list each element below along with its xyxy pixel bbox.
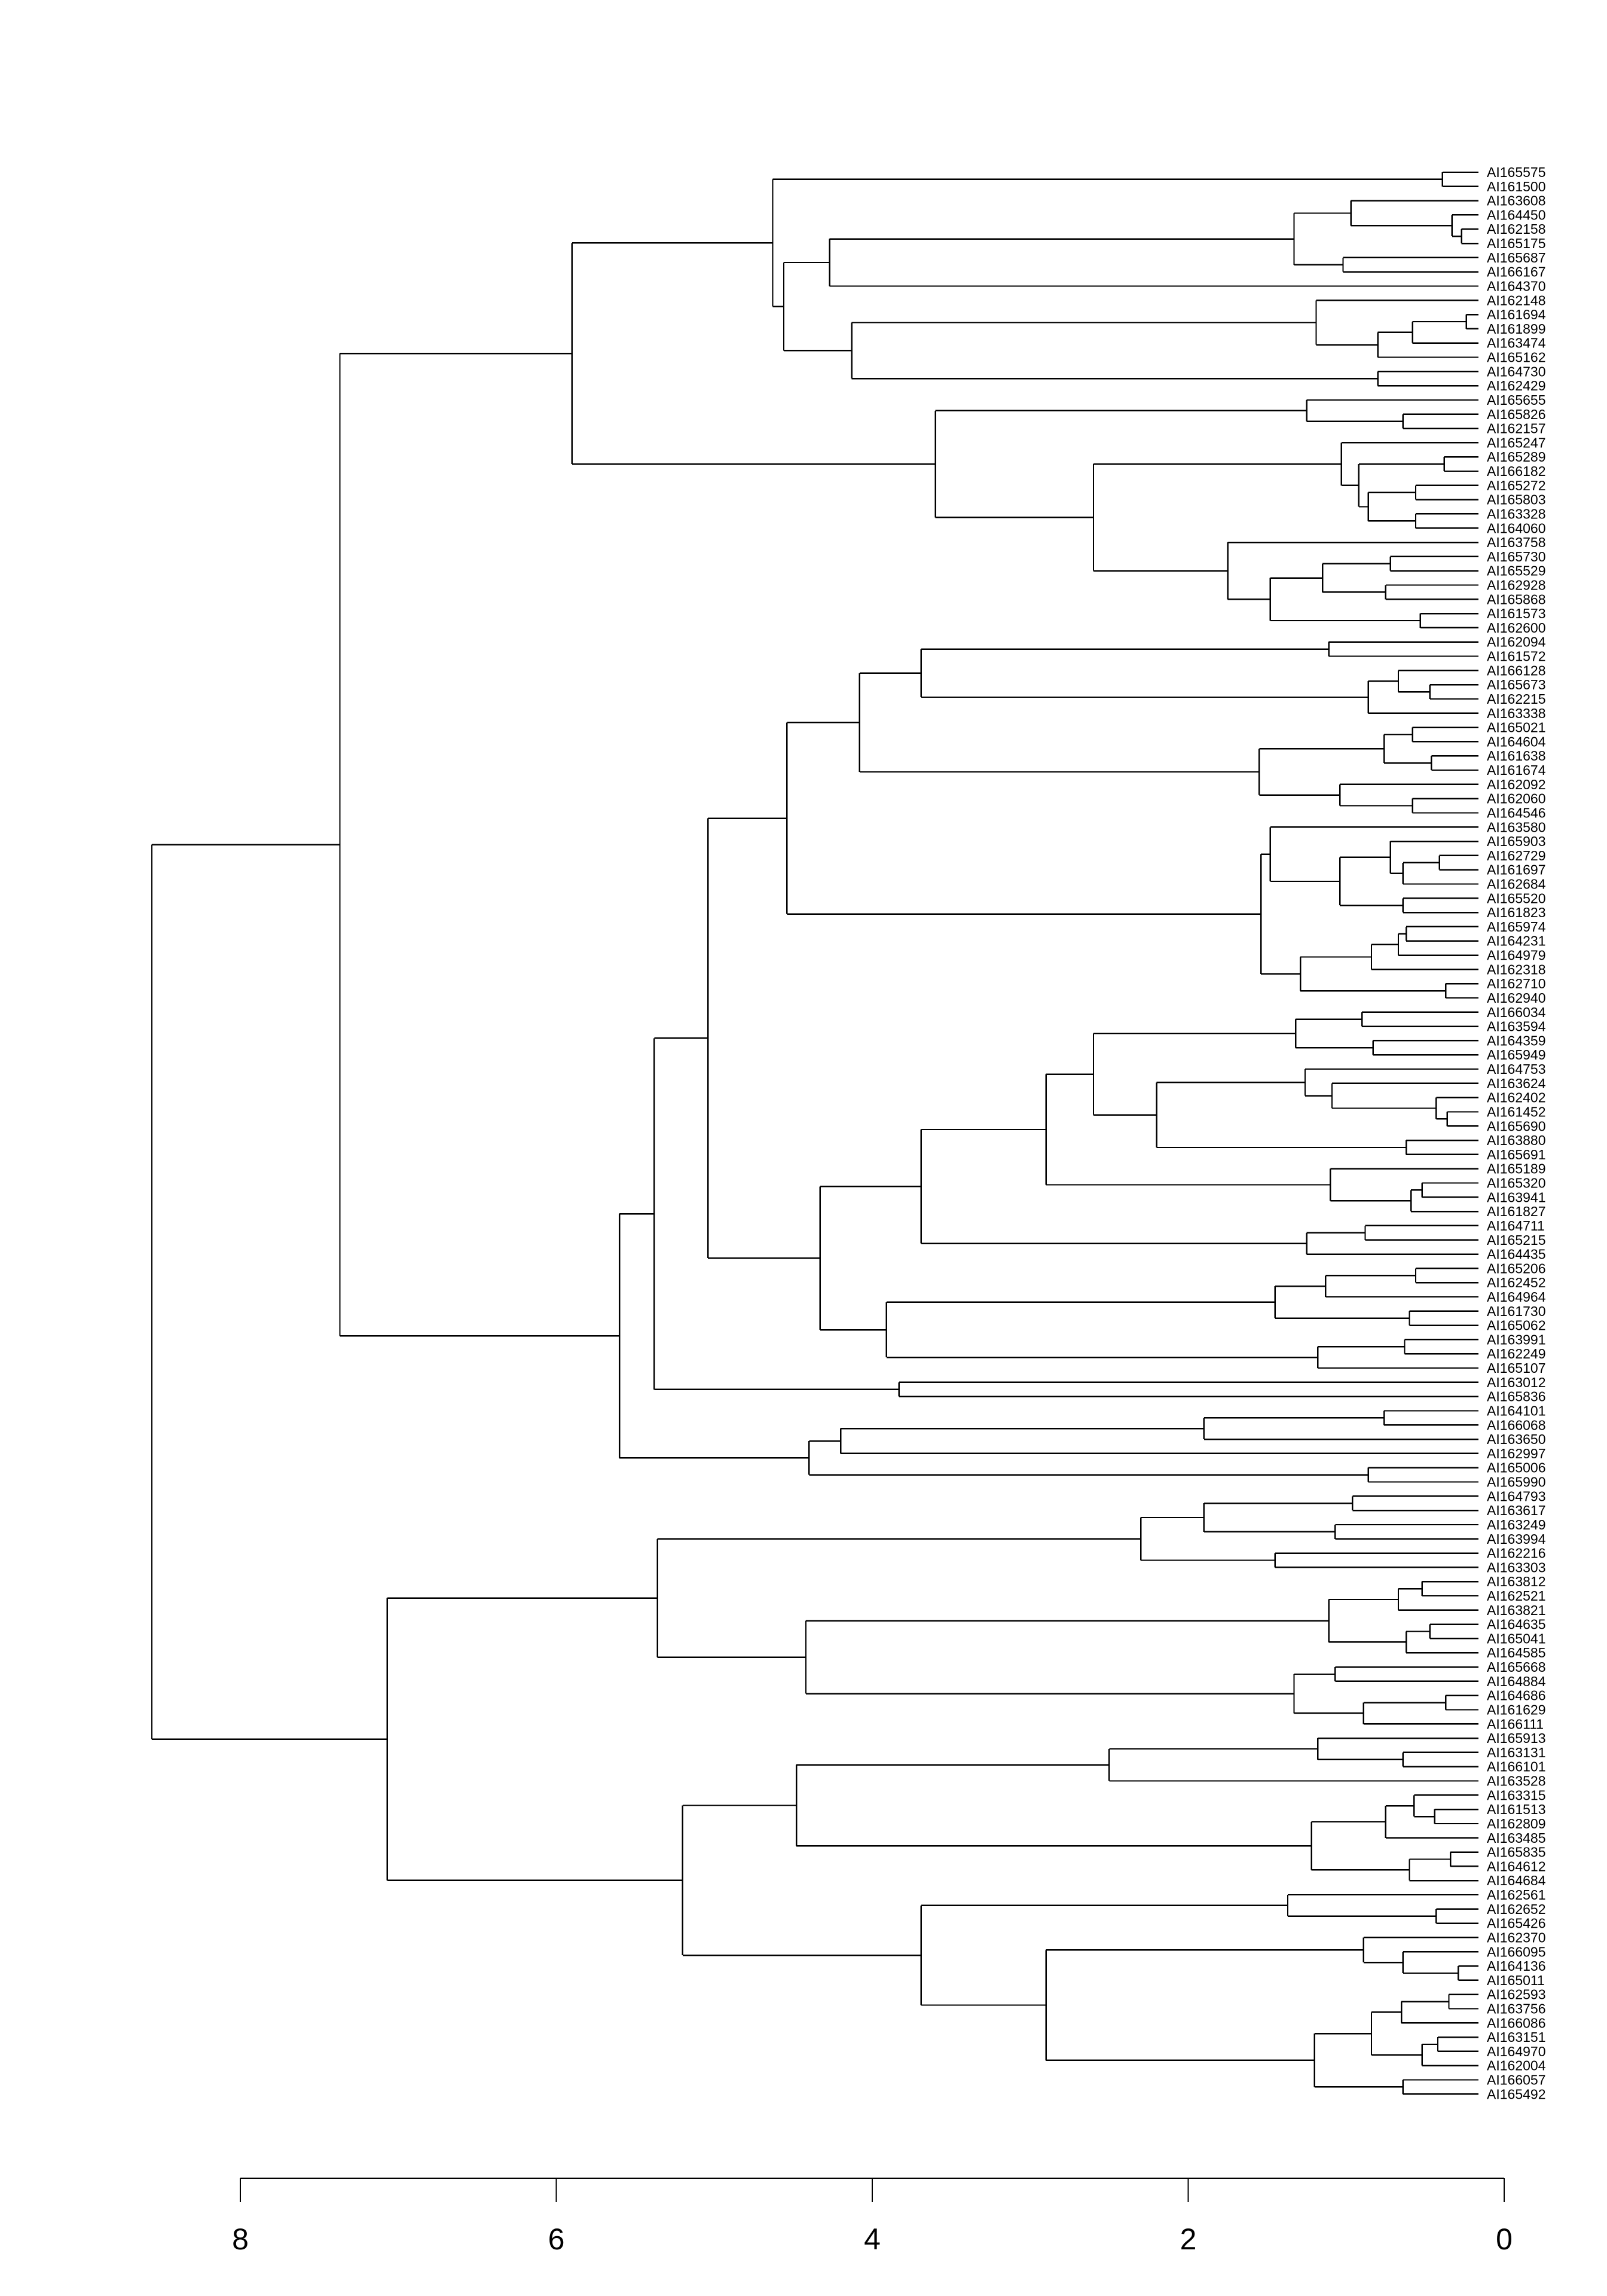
leaf-label: AI162652 [1487,1901,1546,1917]
leaf-label: AI163328 [1487,506,1546,522]
leaf-label: AI161697 [1487,862,1546,878]
leaf-label: AI165836 [1487,1388,1546,1405]
leaf-label: AI163131 [1487,1744,1546,1760]
leaf-label: AI164435 [1487,1246,1546,1262]
leaf-label: AI162004 [1487,2057,1546,2074]
leaf-label: AI165974 [1487,918,1546,935]
leaf-labels [1487,164,1546,2102]
leaf-label: AI162600 [1487,619,1546,636]
leaf-label: AI164684 [1487,1873,1546,1889]
leaf-label: AI164359 [1487,1033,1546,1049]
leaf-label: AI162561 [1487,1887,1546,1903]
leaf-label: AI162809 [1487,1815,1546,1831]
leaf-label: AI166111 [1487,1716,1544,1732]
leaf-label: AI165320 [1487,1175,1546,1191]
leaf-label: AI161694 [1487,307,1546,323]
leaf-label: AI165289 [1487,449,1546,465]
leaf-label: AI166095 [1487,1944,1546,1960]
leaf-label: AI165668 [1487,1659,1546,1675]
leaf-label: AI163756 [1487,2001,1546,2017]
leaf-label: AI164730 [1487,364,1546,380]
leaf-label: AI161899 [1487,320,1546,337]
leaf-label: AI162148 [1487,292,1546,309]
leaf-label: AI166068 [1487,1417,1546,1433]
leaf-label: AI165730 [1487,548,1546,564]
leaf-label: AI165492 [1487,2086,1546,2102]
leaf-label: AI163338 [1487,705,1546,721]
dendrogram-tree [152,172,1478,2094]
leaf-label: AI162684 [1487,876,1546,892]
leaf-label: AI165990 [1487,1474,1546,1490]
height-axis-labels [232,2222,1513,2256]
leaf-label: AI161572 [1487,648,1546,664]
leaf-label: AI165835 [1487,1844,1546,1860]
leaf-label: AI164136 [1487,1958,1546,1974]
leaf-label: AI163994 [1487,1531,1546,1547]
leaf-label: AI162215 [1487,691,1546,707]
leaf-label: AI162729 [1487,847,1546,863]
leaf-label: AI165520 [1487,890,1546,906]
leaf-label: AI164370 [1487,278,1546,294]
leaf-label: AI162429 [1487,378,1546,394]
leaf-label: AI163012 [1487,1374,1546,1390]
leaf-label: AI161573 [1487,606,1546,622]
leaf-label: AI165189 [1487,1161,1546,1177]
leaf-label: AI162060 [1487,790,1546,807]
leaf-label: AI163758 [1487,535,1546,551]
leaf-label: AI163991 [1487,1332,1546,1348]
leaf-label: AI165903 [1487,833,1546,850]
leaf-label: AI163617 [1487,1503,1546,1519]
leaf-label: AI163151 [1487,2029,1546,2045]
axis-tick-label: 0 [1496,2222,1513,2256]
leaf-label: AI166057 [1487,2072,1546,2088]
leaf-label: AI165868 [1487,591,1546,607]
leaf-label: AI162094 [1487,634,1546,650]
leaf-label: AI164686 [1487,1687,1546,1703]
leaf-label: AI164231 [1487,933,1546,949]
leaf-label: AI165673 [1487,677,1546,693]
leaf-label: AI166182 [1487,463,1546,480]
leaf-label: AI162402 [1487,1089,1546,1106]
leaf-label: AI164970 [1487,2043,1546,2059]
leaf-label: AI162521 [1487,1588,1546,1604]
leaf-label: AI162249 [1487,1346,1546,1362]
leaf-label: AI163594 [1487,1018,1546,1034]
leaf-label: AI164793 [1487,1488,1546,1504]
leaf-label: AI165949 [1487,1047,1546,1063]
leaf-label: AI165913 [1487,1730,1546,1747]
leaf-label: AI162216 [1487,1545,1546,1561]
leaf-label: AI165175 [1487,236,1546,252]
leaf-label: AI161513 [1487,1802,1546,1818]
leaf-label: AI163941 [1487,1189,1546,1205]
leaf-label: AI163485 [1487,1830,1546,1846]
leaf-label: AI165687 [1487,249,1546,265]
leaf-label: AI166128 [1487,662,1546,679]
leaf-label: AI165247 [1487,435,1546,451]
leaf-label: AI163315 [1487,1787,1546,1803]
leaf-label: AI161638 [1487,748,1546,764]
leaf-label: AI165803 [1487,491,1546,508]
leaf-label: AI161823 [1487,905,1546,921]
axis-tick-label: 8 [232,2222,249,2256]
height-axis [240,2178,1504,2202]
leaf-label: AI164060 [1487,520,1546,536]
leaf-label: AI165575 [1487,164,1546,180]
leaf-label: AI164979 [1487,947,1546,963]
leaf-label: AI161827 [1487,1204,1546,1220]
leaf-label: AI165041 [1487,1631,1546,1647]
leaf-label: AI164450 [1487,207,1546,223]
leaf-label: AI162710 [1487,976,1546,992]
leaf-label: AI166167 [1487,264,1546,280]
leaf-label: AI165011 [1487,1972,1545,1988]
axis-tick-label: 2 [1180,2222,1197,2256]
leaf-label: AI162452 [1487,1275,1546,1291]
leaf-label: AI162940 [1487,990,1546,1006]
leaf-label: AI161452 [1487,1104,1546,1120]
leaf-label: AI165021 [1487,719,1546,735]
leaf-label: AI164612 [1487,1858,1546,1874]
leaf-label: AI162092 [1487,776,1546,792]
leaf-label: AI164546 [1487,805,1546,821]
leaf-label: AI163650 [1487,1431,1546,1448]
leaf-label: AI165062 [1487,1317,1546,1333]
leaf-label: AI163624 [1487,1075,1546,1091]
leaf-label: AI161674 [1487,762,1546,778]
leaf-label: AI166101 [1487,1758,1546,1775]
leaf-label: AI165426 [1487,1915,1546,1931]
leaf-label: AI164585 [1487,1645,1546,1661]
leaf-label: AI165006 [1487,1460,1546,1476]
axis-tick-label: 6 [548,2222,565,2256]
leaf-label: AI162157 [1487,420,1546,436]
leaf-label: AI165162 [1487,349,1546,365]
leaf-label: AI161730 [1487,1303,1546,1319]
leaf-label: AI163580 [1487,819,1546,835]
leaf-label: AI162997 [1487,1445,1546,1461]
leaf-label: AI164101 [1487,1403,1546,1419]
leaf-label: AI162593 [1487,1986,1546,2002]
leaf-label: AI164604 [1487,734,1546,750]
leaf-label: AI164884 [1487,1673,1546,1689]
leaf-label: AI162370 [1487,1929,1546,1946]
leaf-label: AI163608 [1487,193,1546,209]
leaf-label: AI163880 [1487,1132,1546,1149]
leaf-label: AI165655 [1487,392,1546,408]
leaf-label: AI165215 [1487,1232,1546,1248]
axis-tick-label: 4 [864,2222,881,2256]
leaf-label: AI165206 [1487,1260,1546,1277]
leaf-label: AI163303 [1487,1559,1546,1576]
leaf-label: AI165826 [1487,406,1546,422]
leaf-label: AI166034 [1487,1004,1546,1020]
leaf-label: AI163474 [1487,335,1546,351]
leaf-label: AI162928 [1487,577,1546,593]
leaf-label: AI164711 [1487,1217,1545,1234]
leaf-label: AI163812 [1487,1574,1546,1590]
leaf-label: AI163249 [1487,1516,1546,1532]
leaf-label: AI166086 [1487,2015,1546,2031]
leaf-label: AI161500 [1487,178,1546,194]
leaf-label: AI164753 [1487,1061,1546,1077]
leaf-label: AI161629 [1487,1702,1546,1718]
leaf-label: AI163528 [1487,1773,1546,1789]
leaf-label: AI165691 [1487,1146,1546,1162]
leaf-label: AI164635 [1487,1616,1546,1632]
leaf-label: AI165690 [1487,1118,1546,1134]
leaf-label: AI165529 [1487,563,1546,579]
leaf-label: AI165272 [1487,477,1546,493]
leaf-label: AI162318 [1487,961,1546,978]
leaf-label: AI165107 [1487,1360,1546,1376]
leaf-label: AI163821 [1487,1602,1546,1618]
leaf-label: AI164964 [1487,1289,1546,1305]
leaf-label: AI162158 [1487,221,1546,237]
